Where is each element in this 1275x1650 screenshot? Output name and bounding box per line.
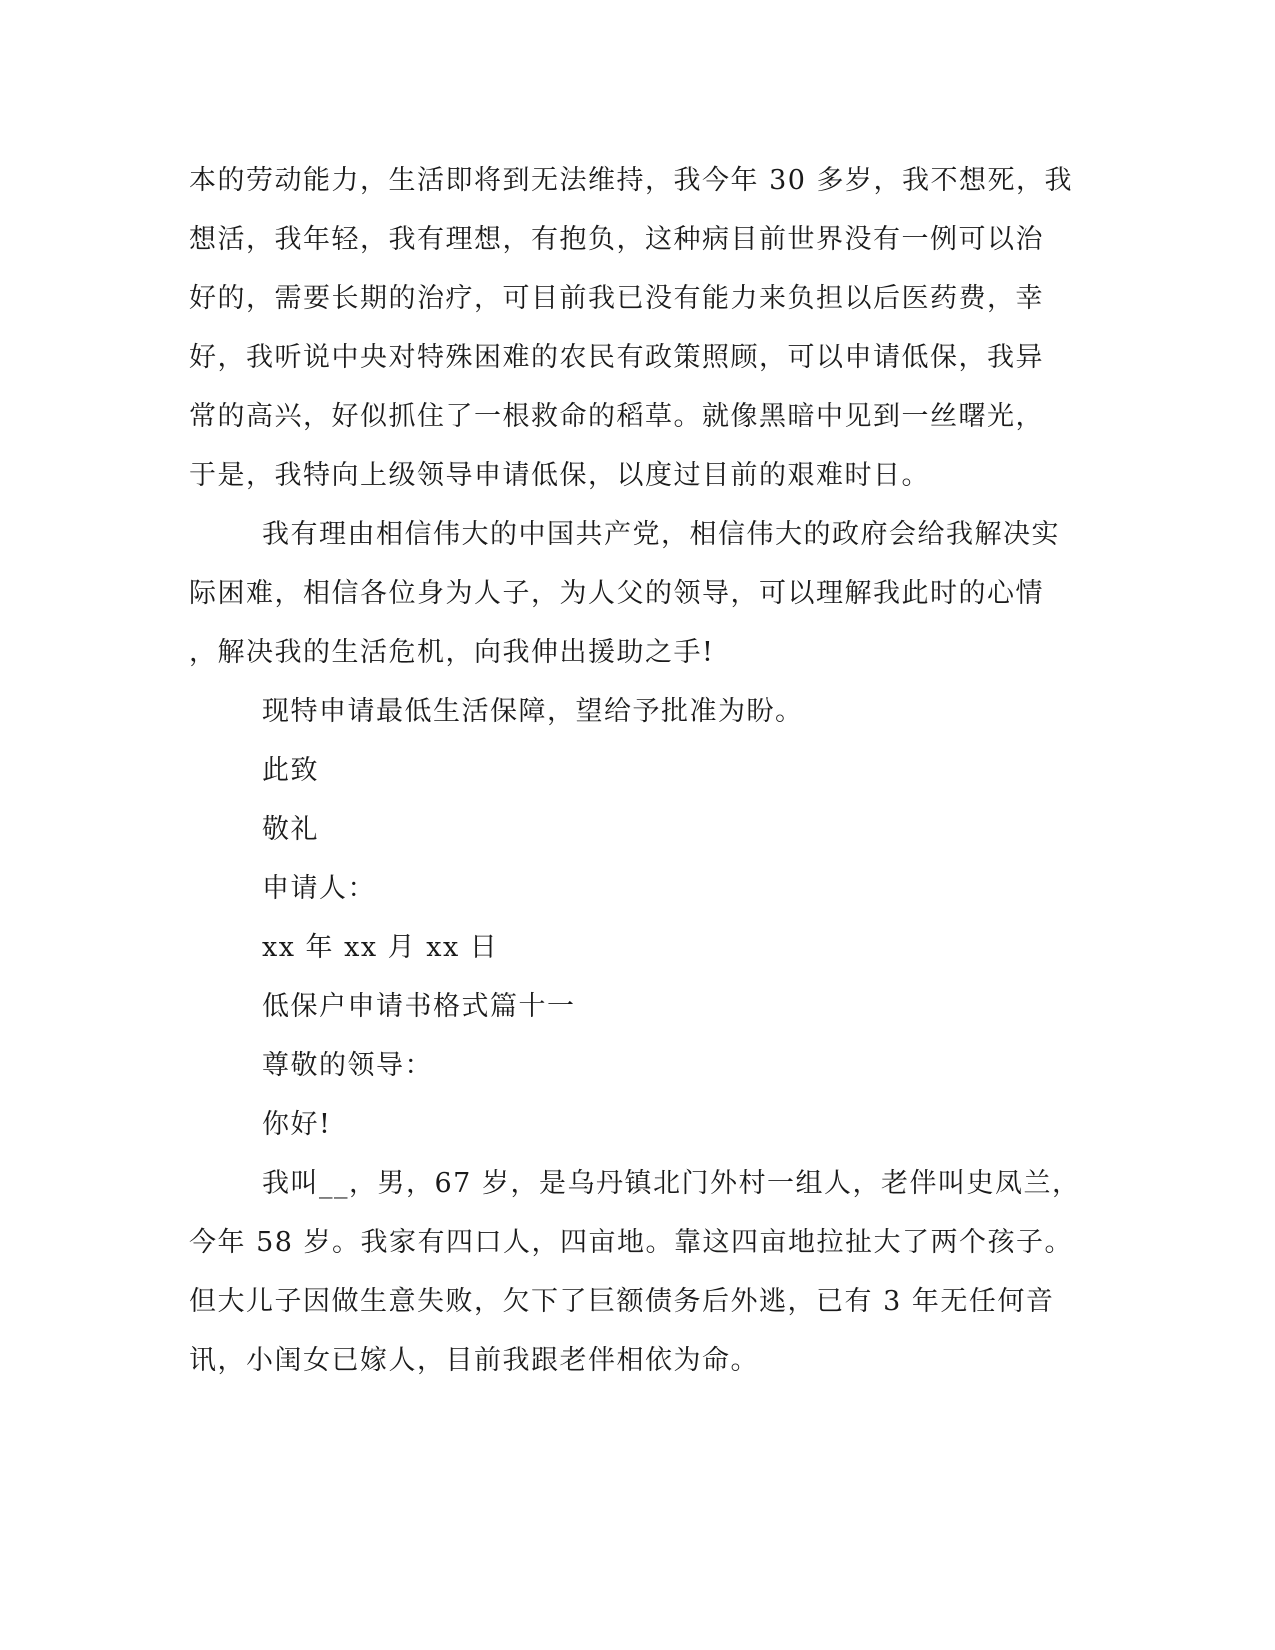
text-line: 今年 58 岁。我家有四口人，四亩地。靠这四亩地拉扯大了两个孩子。 bbox=[189, 1227, 1074, 1258]
text-line: 好的，需要长期的治疗，可目前我已没有能力来负担以后医药费，幸 bbox=[189, 283, 1044, 314]
text-line: 但大儿子因做生意失败，欠下了巨额债务后外逃，已有 3 年无任何音 bbox=[189, 1286, 1055, 1317]
text-line: 想活，我年轻，我有理想，有抱负，这种病目前世界没有一例可以治 bbox=[189, 224, 1044, 255]
greeting-line: 你好! bbox=[262, 1109, 332, 1140]
salutation-line: 敬礼 bbox=[262, 814, 319, 845]
text-line: 我叫__，男，67 岁，是乌丹镇北门外村一组人，老伴叫史凤兰， bbox=[262, 1168, 1081, 1199]
section-heading: 低保户申请书格式篇十一 bbox=[262, 991, 576, 1022]
text-line: 讯，小闺女已嫁人，目前我跟老伴相依为命。 bbox=[189, 1345, 759, 1376]
text-line: 常的高兴，好似抓住了一根救命的稻草。就像黑暗中见到一丝曙光， bbox=[189, 401, 1044, 432]
text-line: 本的劳动能力，生活即将到无法维持，我今年 30 多岁，我不想死，我 bbox=[189, 165, 1074, 196]
text-line: 际困难，相信各位身为人子，为人父的领导，可以理解我此时的心情 bbox=[189, 578, 1044, 609]
text-line: 我有理由相信伟大的中国共产党，相信伟大的政府会给我解决实 bbox=[262, 519, 1060, 550]
applicant-line: 申请人： bbox=[262, 873, 376, 904]
text-line: 现特申请最低生活保障，望给予批准为盼。 bbox=[262, 696, 804, 727]
date-line: xx 年 xx 月 xx 日 bbox=[262, 932, 499, 963]
text-line: ，解决我的生活危机，向我伸出援助之手! bbox=[189, 637, 715, 668]
closing-line: 此致 bbox=[262, 755, 319, 786]
greeting-line: 尊敬的领导： bbox=[262, 1050, 433, 1081]
text-line: 于是，我特向上级领导申请低保，以度过目前的艰难时日。 bbox=[189, 460, 930, 491]
text-line: 好，我听说中央对特殊困难的农民有政策照顾，可以申请低保，我异 bbox=[189, 342, 1044, 373]
